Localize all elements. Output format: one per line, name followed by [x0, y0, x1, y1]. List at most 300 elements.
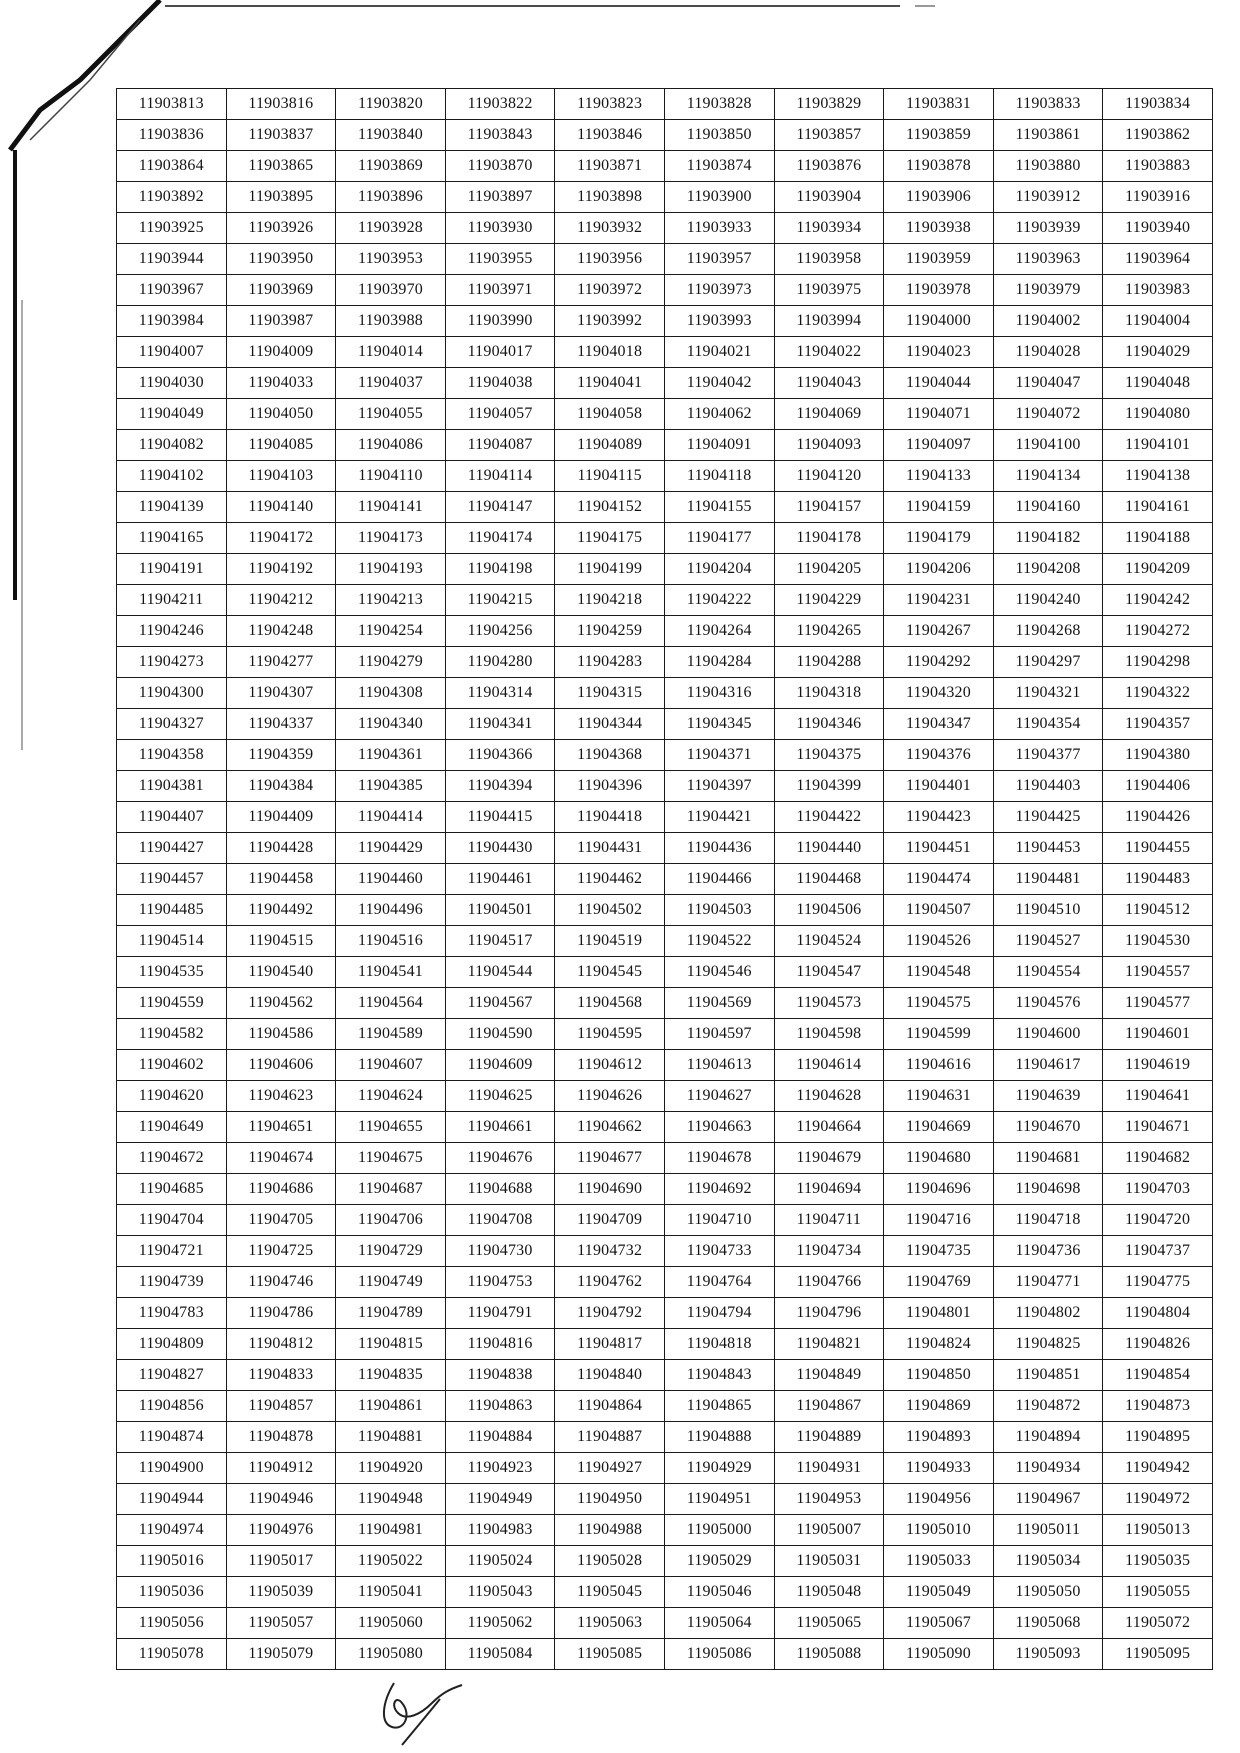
roll-number-cell: 11903846: [555, 120, 665, 151]
roll-number-cell: 11903992: [555, 306, 665, 337]
table-row: [117, 678, 1213, 709]
table-row: [117, 1422, 1213, 1453]
roll-number-cell: 11904672: [117, 1143, 227, 1174]
roll-number-cell: 11904461: [445, 864, 555, 895]
roll-number-cell: 11904340: [336, 709, 446, 740]
roll-number-cell: 11904307: [226, 678, 336, 709]
roll-number-cell: 11905007: [774, 1515, 884, 1546]
roll-number-cell: 11904762: [555, 1267, 665, 1298]
roll-number-cell: 11904704: [117, 1205, 227, 1236]
roll-number-cell: 11904721: [117, 1236, 227, 1267]
roll-number-cell: 11904801: [884, 1298, 994, 1329]
roll-number-cell: 11904093: [774, 430, 884, 461]
roll-number-cell: 11904569: [664, 988, 774, 1019]
roll-number-cell: 11904283: [555, 647, 665, 678]
roll-number-cell: 11904000: [884, 306, 994, 337]
roll-number-cell: 11904322: [1103, 678, 1213, 709]
table-row: [117, 368, 1213, 399]
roll-number-cell: 11904028: [993, 337, 1103, 368]
roll-number-cell: 11904086: [336, 430, 446, 461]
roll-number-cell: 11904974: [117, 1515, 227, 1546]
roll-number-cell: 11904861: [336, 1391, 446, 1422]
roll-number-cell: 11904562: [226, 988, 336, 1019]
roll-number-cell: 11903874: [664, 151, 774, 182]
roll-number-cell: 11904315: [555, 678, 665, 709]
roll-number-cell: 11904688: [445, 1174, 555, 1205]
roll-number-cell: 11904600: [993, 1019, 1103, 1050]
roll-number-cell: 11905049: [884, 1577, 994, 1608]
roll-number-cell: 11904817: [555, 1329, 665, 1360]
roll-number-cell: 11905000: [664, 1515, 774, 1546]
roll-number-cell: 11904929: [664, 1453, 774, 1484]
table-row: [117, 554, 1213, 585]
roll-number-cell: 11905064: [664, 1608, 774, 1639]
roll-number-cell: 11904675: [336, 1143, 446, 1174]
roll-number-cell: 11903904: [774, 182, 884, 213]
roll-number-cell: 11903964: [1103, 244, 1213, 275]
roll-number-cell: 11904967: [993, 1484, 1103, 1515]
roll-number-cell: 11904175: [555, 523, 665, 554]
roll-number-cell: 11904857: [226, 1391, 336, 1422]
roll-number-cell: 11903883: [1103, 151, 1213, 182]
roll-number-cell: 11904377: [993, 740, 1103, 771]
roll-number-cell: 11905041: [336, 1577, 446, 1608]
roll-number-cell: 11905024: [445, 1546, 555, 1577]
roll-number-cell: 11904535: [117, 957, 227, 988]
roll-number-cell: 11904631: [884, 1081, 994, 1112]
roll-number-cell: 11903933: [664, 213, 774, 244]
roll-number-cell: 11904058: [555, 399, 665, 430]
roll-number-cell: 11904568: [555, 988, 665, 1019]
roll-number-cell: 11904753: [445, 1267, 555, 1298]
table-row: [117, 399, 1213, 430]
roll-number-cell: 11903975: [774, 275, 884, 306]
roll-number-cell: 11905090: [884, 1639, 994, 1670]
roll-number-cell: 11904662: [555, 1112, 665, 1143]
roll-number-cell: 11903970: [336, 275, 446, 306]
handwritten-signature: [372, 1675, 472, 1747]
table-row: [117, 1081, 1213, 1112]
roll-number-cell: 11904827: [117, 1360, 227, 1391]
roll-number-cell: 11904397: [664, 771, 774, 802]
roll-number-cell: 11903967: [117, 275, 227, 306]
roll-number-cell: 11904161: [1103, 492, 1213, 523]
table-row: [117, 275, 1213, 306]
roll-number-cell: 11904900: [117, 1453, 227, 1484]
roll-number-cell: 11904522: [664, 926, 774, 957]
roll-number-cell: 11904733: [664, 1236, 774, 1267]
roll-number-cell: 11904586: [226, 1019, 336, 1050]
table-row: [117, 182, 1213, 213]
roll-number-cell: 11904004: [1103, 306, 1213, 337]
table-row: [117, 306, 1213, 337]
roll-number-cell: 11904948: [336, 1484, 446, 1515]
roll-number-cell: 11904670: [993, 1112, 1103, 1143]
table-row: [117, 461, 1213, 492]
roll-number-cell: 11904912: [226, 1453, 336, 1484]
roll-number-cell: 11904893: [884, 1422, 994, 1453]
roll-number-cell: 11904423: [884, 802, 994, 833]
roll-number-cell: 11903880: [993, 151, 1103, 182]
roll-number-cell: 11904856: [117, 1391, 227, 1422]
roll-number-cell: 11904554: [993, 957, 1103, 988]
roll-number-cell: 11905010: [884, 1515, 994, 1546]
roll-number-cell: 11904062: [664, 399, 774, 430]
roll-number-cell: 11904771: [993, 1267, 1103, 1298]
table-row: [117, 957, 1213, 988]
roll-number-cell: 11904160: [993, 492, 1103, 523]
roll-number-cell: 11904080: [1103, 399, 1213, 430]
roll-number-cell: 11904923: [445, 1453, 555, 1484]
roll-number-cell: 11904496: [336, 895, 446, 926]
roll-number-cell: 11904009: [226, 337, 336, 368]
roll-number-cell: 11904284: [664, 647, 774, 678]
roll-number-cell: 11904138: [1103, 461, 1213, 492]
roll-number-cell: 11904983: [445, 1515, 555, 1546]
table-row: [117, 1639, 1213, 1670]
roll-number-cell: 11904692: [664, 1174, 774, 1205]
roll-number-cell: 11903816: [226, 89, 336, 120]
roll-number-cell: 11904218: [555, 585, 665, 616]
roll-number-cell: 11904709: [555, 1205, 665, 1236]
roll-number-cell: 11905080: [336, 1639, 446, 1670]
roll-number-cell: 11904316: [664, 678, 774, 709]
roll-number-cell: 11904612: [555, 1050, 665, 1081]
roll-number-cell: 11905011: [993, 1515, 1103, 1546]
roll-number-cell: 11904366: [445, 740, 555, 771]
roll-number-cell: 11904421: [664, 802, 774, 833]
roll-number-cell: 11903972: [555, 275, 665, 306]
roll-number-cell: 11904515: [226, 926, 336, 957]
roll-number-cell: 11903837: [226, 120, 336, 151]
roll-number-cell: 11904942: [1103, 1453, 1213, 1484]
roll-number-cell: 11905072: [1103, 1608, 1213, 1639]
roll-number-cell: 11903900: [664, 182, 774, 213]
roll-number-cell: 11904614: [774, 1050, 884, 1081]
table-row: [117, 492, 1213, 523]
roll-number-cell: 11904133: [884, 461, 994, 492]
roll-number-cell: 11904794: [664, 1298, 774, 1329]
roll-number-cell: 11904297: [993, 647, 1103, 678]
roll-number-cell: 11904501: [445, 895, 555, 926]
table-row: [117, 1484, 1213, 1515]
roll-number-cell: 11904115: [555, 461, 665, 492]
roll-number-cell: 11903932: [555, 213, 665, 244]
roll-number-cell: 11903834: [1103, 89, 1213, 120]
roll-number-cell: 11903983: [1103, 275, 1213, 306]
roll-number-cell: 11905068: [993, 1608, 1103, 1639]
roll-number-cell: 11904736: [993, 1236, 1103, 1267]
roll-number-cell: 11904085: [226, 430, 336, 461]
roll-number-cell: 11903843: [445, 120, 555, 151]
roll-number-cell: 11904506: [774, 895, 884, 926]
roll-number-cell: 11904320: [884, 678, 994, 709]
roll-number-cell: 11903979: [993, 275, 1103, 306]
roll-number-cell: 11904661: [445, 1112, 555, 1143]
roll-number-cell: 11904651: [226, 1112, 336, 1143]
roll-number-cell: 11904597: [664, 1019, 774, 1050]
roll-number-cell: 11904120: [774, 461, 884, 492]
roll-number-cell: 11903813: [117, 89, 227, 120]
roll-number-cell: 11903898: [555, 182, 665, 213]
table-row: [117, 213, 1213, 244]
roll-number-cell: 11904850: [884, 1360, 994, 1391]
roll-number-cell: 11904530: [1103, 926, 1213, 957]
roll-number-cell: 11904492: [226, 895, 336, 926]
roll-number-cell: 11904091: [664, 430, 774, 461]
roll-number-cell: 11904792: [555, 1298, 665, 1329]
roll-number-cell: 11905060: [336, 1608, 446, 1639]
roll-number-cell: 11904607: [336, 1050, 446, 1081]
roll-number-cell: 11904380: [1103, 740, 1213, 771]
roll-number-cell: 11904863: [445, 1391, 555, 1422]
roll-number-table: [116, 88, 1213, 1670]
roll-number-cell: 11904589: [336, 1019, 446, 1050]
roll-number-cell: 11903862: [1103, 120, 1213, 151]
roll-number-cell: 11904764: [664, 1267, 774, 1298]
roll-number-cell: 11904816: [445, 1329, 555, 1360]
roll-number-cell: 11905046: [664, 1577, 774, 1608]
roll-number-cell: 11904840: [555, 1360, 665, 1391]
roll-number-cell: 11904206: [884, 554, 994, 585]
roll-number-cell: 11904696: [884, 1174, 994, 1205]
roll-number-cell: 11904147: [445, 492, 555, 523]
roll-number-cell: 11904457: [117, 864, 227, 895]
roll-number-cell: 11904639: [993, 1081, 1103, 1112]
roll-number-cell: 11904598: [774, 1019, 884, 1050]
roll-number-cell: 11904371: [664, 740, 774, 771]
roll-number-cell: 11903939: [993, 213, 1103, 244]
roll-number-cell: 11904458: [226, 864, 336, 895]
roll-number-cell: 11904786: [226, 1298, 336, 1329]
roll-number-cell: 11904889: [774, 1422, 884, 1453]
roll-number-cell: 11904739: [117, 1267, 227, 1298]
roll-number-cell: 11904172: [226, 523, 336, 554]
roll-number-cell: 11905017: [226, 1546, 336, 1577]
roll-number-cell: 11904017: [445, 337, 555, 368]
roll-number-cell: 11904601: [1103, 1019, 1213, 1050]
roll-number-cell: 11904415: [445, 802, 555, 833]
roll-number-cell: 11904341: [445, 709, 555, 740]
table-row: [117, 1174, 1213, 1205]
roll-number-cell: 11903822: [445, 89, 555, 120]
roll-number-cell: 11904835: [336, 1360, 446, 1391]
table-row: [117, 1267, 1213, 1298]
roll-number-cell: 11903956: [555, 244, 665, 275]
roll-number-cell: 11903950: [226, 244, 336, 275]
table-row: [117, 1546, 1213, 1577]
roll-number-cell: 11905078: [117, 1639, 227, 1670]
roll-number-cell: 11904205: [774, 554, 884, 585]
roll-number-cell: 11904576: [993, 988, 1103, 1019]
roll-number-cell: 11904809: [117, 1329, 227, 1360]
roll-number-cell: 11903823: [555, 89, 665, 120]
roll-number-cell: 11903876: [774, 151, 884, 182]
roll-number-cell: 11904178: [774, 523, 884, 554]
roll-number-cell: 11904394: [445, 771, 555, 802]
roll-number-cell: 11903978: [884, 275, 994, 306]
table-row: [117, 585, 1213, 616]
roll-number-cell: 11904468: [774, 864, 884, 895]
roll-number-cell: 11903878: [884, 151, 994, 182]
roll-number-cell: 11904951: [664, 1484, 774, 1515]
roll-number-cell: 11904462: [555, 864, 665, 895]
roll-number-cell: 11904384: [226, 771, 336, 802]
table-row: [117, 1608, 1213, 1639]
roll-number-cell: 11904426: [1103, 802, 1213, 833]
roll-number-cell: 11904690: [555, 1174, 665, 1205]
roll-number-cell: 11903926: [226, 213, 336, 244]
roll-number-cell: 11904791: [445, 1298, 555, 1329]
roll-number-cell: 11904802: [993, 1298, 1103, 1329]
roll-number-cell: 11904577: [1103, 988, 1213, 1019]
roll-number-cell: 11904616: [884, 1050, 994, 1081]
roll-number-cell: 11904507: [884, 895, 994, 926]
roll-number-cell: 11904502: [555, 895, 665, 926]
roll-number-cell: 11904298: [1103, 647, 1213, 678]
roll-number-cell: 11904157: [774, 492, 884, 523]
roll-number-cell: 11903934: [774, 213, 884, 244]
roll-number-cell: 11904044: [884, 368, 994, 399]
roll-number-cell: 11904361: [336, 740, 446, 771]
roll-number-cell: 11904204: [664, 554, 774, 585]
roll-number-cell: 11904212: [226, 585, 336, 616]
roll-number-cell: 11905016: [117, 1546, 227, 1577]
roll-number-cell: 11904414: [336, 802, 446, 833]
roll-number-cell: 11903897: [445, 182, 555, 213]
roll-number-cell: 11904843: [664, 1360, 774, 1391]
roll-number-cell: 11905048: [774, 1577, 884, 1608]
roll-number-cell: 11905045: [555, 1577, 665, 1608]
roll-number-cell: 11904729: [336, 1236, 446, 1267]
roll-number-cell: 11903861: [993, 120, 1103, 151]
roll-number-cell: 11904613: [664, 1050, 774, 1081]
roll-number-cell: 11903940: [1103, 213, 1213, 244]
roll-number-cell: 11904878: [226, 1422, 336, 1453]
roll-number-cell: 11904766: [774, 1267, 884, 1298]
roll-number-cell: 11904101: [1103, 430, 1213, 461]
table-row: [117, 1019, 1213, 1050]
roll-number-cell: 11904188: [1103, 523, 1213, 554]
table-row: [117, 151, 1213, 182]
roll-number-cell: 11904152: [555, 492, 665, 523]
roll-number-cell: 11903829: [774, 89, 884, 120]
roll-number-cell: 11903912: [993, 182, 1103, 213]
roll-number-cell: 11904050: [226, 399, 336, 430]
roll-number-cell: 11904199: [555, 554, 665, 585]
roll-number-cell: 11904280: [445, 647, 555, 678]
roll-number-cell: 11904451: [884, 833, 994, 864]
roll-number-cell: 11904680: [884, 1143, 994, 1174]
roll-number-cell: 11904894: [993, 1422, 1103, 1453]
roll-number-cell: 11904669: [884, 1112, 994, 1143]
roll-number-cell: 11905029: [664, 1546, 774, 1577]
roll-number-cell: 11904254: [336, 616, 446, 647]
table-row: [117, 771, 1213, 802]
roll-number-cell: 11905084: [445, 1639, 555, 1670]
roll-number-cell: 11904110: [336, 461, 446, 492]
roll-number-cell: 11904082: [117, 430, 227, 461]
roll-number-cell: 11904825: [993, 1329, 1103, 1360]
roll-number-cell: 11903869: [336, 151, 446, 182]
roll-number-cell: 11903973: [664, 275, 774, 306]
roll-number-cell: 11904198: [445, 554, 555, 585]
roll-number-cell: 11904735: [884, 1236, 994, 1267]
roll-number-cell: 11903971: [445, 275, 555, 306]
roll-number-cell: 11903836: [117, 120, 227, 151]
roll-number-cell: 11904292: [884, 647, 994, 678]
roll-number-cell: 11904038: [445, 368, 555, 399]
roll-number-cell: 11904686: [226, 1174, 336, 1205]
roll-number-cell: 11904427: [117, 833, 227, 864]
roll-number-cell: 11904619: [1103, 1050, 1213, 1081]
roll-number-cell: 11904030: [117, 368, 227, 399]
roll-number-table-body: [117, 89, 1213, 1670]
roll-number-cell: 11904047: [993, 368, 1103, 399]
roll-number-cell: 11904071: [884, 399, 994, 430]
roll-number-cell: 11905034: [993, 1546, 1103, 1577]
roll-number-cell: 11903840: [336, 120, 446, 151]
roll-number-cell: 11904103: [226, 461, 336, 492]
roll-number-cell: 11904641: [1103, 1081, 1213, 1112]
roll-number-cell: 11904546: [664, 957, 774, 988]
roll-number-cell: 11904769: [884, 1267, 994, 1298]
table-row: [117, 430, 1213, 461]
roll-number-cell: 11904838: [445, 1360, 555, 1391]
roll-number-cell: 11904927: [555, 1453, 665, 1484]
roll-number-cell: 11904547: [774, 957, 884, 988]
roll-number-cell: 11904627: [664, 1081, 774, 1112]
table-row: [117, 120, 1213, 151]
roll-number-cell: 11904337: [226, 709, 336, 740]
roll-number-cell: 11904265: [774, 616, 884, 647]
roll-number-cell: 11903859: [884, 120, 994, 151]
roll-number-cell: 11903955: [445, 244, 555, 275]
roll-number-cell: 11904242: [1103, 585, 1213, 616]
roll-number-cell: 11904256: [445, 616, 555, 647]
roll-number-cell: 11904140: [226, 492, 336, 523]
roll-number-cell: 11904401: [884, 771, 994, 802]
roll-number-cell: 11904215: [445, 585, 555, 616]
roll-number-cell: 11903906: [884, 182, 994, 213]
roll-number-cell: 11904804: [1103, 1298, 1213, 1329]
roll-number-cell: 11904474: [884, 864, 994, 895]
roll-number-cell: 11904851: [993, 1360, 1103, 1391]
roll-number-cell: 11904007: [117, 337, 227, 368]
table-row: [117, 244, 1213, 275]
roll-number-cell: 11904867: [774, 1391, 884, 1422]
roll-number-cell: 11904033: [226, 368, 336, 399]
roll-number-cell: 11904626: [555, 1081, 665, 1112]
roll-number-cell: 11904821: [774, 1329, 884, 1360]
roll-number-cell: 11903928: [336, 213, 446, 244]
roll-number-cell: 11904018: [555, 337, 665, 368]
roll-number-cell: 11904544: [445, 957, 555, 988]
roll-number-cell: 11903958: [774, 244, 884, 275]
roll-number-cell: 11904455: [1103, 833, 1213, 864]
roll-number-cell: 11904055: [336, 399, 446, 430]
roll-number-cell: 11904503: [664, 895, 774, 926]
roll-number-cell: 11903987: [226, 306, 336, 337]
roll-number-cell: 11904599: [884, 1019, 994, 1050]
roll-number-cell: 11904268: [993, 616, 1103, 647]
roll-number-cell: 11904972: [1103, 1484, 1213, 1515]
roll-number-cell: 11904545: [555, 957, 665, 988]
table-row: [117, 1577, 1213, 1608]
roll-number-cell: 11904406: [1103, 771, 1213, 802]
roll-number-cell: 11904049: [117, 399, 227, 430]
roll-number-cell: 11904783: [117, 1298, 227, 1329]
